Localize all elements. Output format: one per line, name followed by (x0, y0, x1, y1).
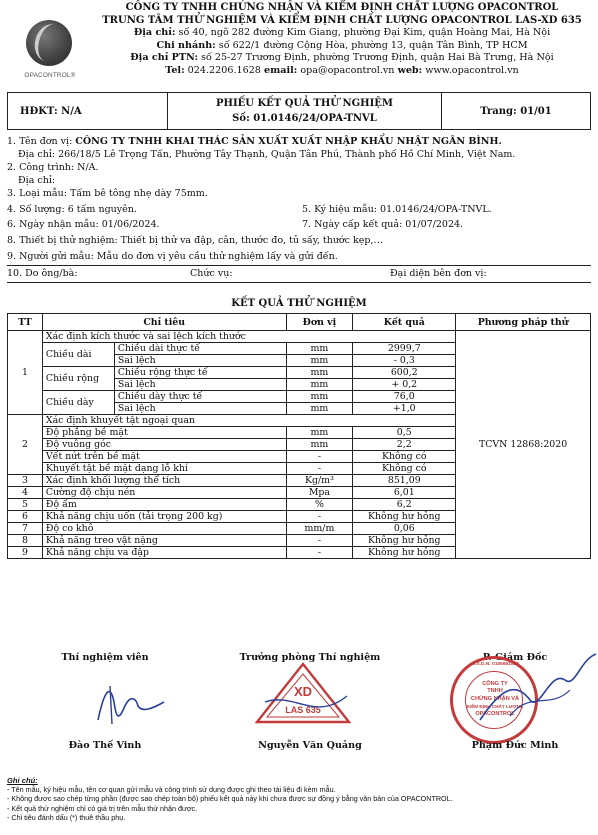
criterion-name: Xác định khối lượng thể tích (42, 475, 286, 487)
row-number: 9 (8, 547, 43, 559)
seal-text: TNHH (487, 688, 503, 694)
criterion-name: Sai lệch (114, 379, 286, 391)
unit: - (286, 535, 353, 547)
lab-line: Địa chỉ PTN: số 25-27 Trương Định, phường Trương Định, quận Hai Bà Trưng, Hà Nội (130, 52, 554, 64)
criterion-name: Khả năng chịu va đập (42, 547, 286, 559)
note-item: - Tên mẫu, ký hiệu mẫu, tên cơ quan gửi mẫu và công trình sử dụng được ghi theo tài liệu đi kèm mẫu. (7, 785, 336, 795)
table-row (8, 331, 591, 343)
subgroup-label: Chiều rộng (42, 367, 114, 391)
seal-code: M.S.D.N: 0106651883 (471, 662, 519, 667)
divider (7, 282, 591, 283)
divider (7, 265, 591, 266)
result-value: Không có (353, 463, 456, 475)
result-value: + 0,2 (353, 379, 456, 391)
customer-line: 1. Tên đơn vị: CÔNG TY TNHH KHAI THÁC SẢN XUẤT XUẤT NHẬP KHẨU NHẬT NGÂN BÌNH. (7, 136, 502, 147)
unit: mm (286, 367, 353, 379)
report-info-box (7, 92, 591, 130)
header-cell: Kết quả (353, 314, 456, 331)
contract-number: HĐKT: N/A (8, 93, 168, 129)
tester-name: Đào Thế Vinh (68, 740, 142, 751)
header-cell: Chỉ tiêu (42, 314, 286, 331)
note-item: - Chỉ tiêu đánh dấu (*) thuê thầu phụ. (7, 812, 126, 822)
stamp-bottom-text: LAS 635 (285, 705, 321, 715)
header-cell: TT (8, 314, 43, 331)
criterion-name: Chiều dày thực tế (114, 391, 286, 403)
result-value: 851,09 (353, 475, 456, 487)
sample-quantity: 4. Số lượng: 6 tấm nguyên. (7, 204, 137, 215)
position-label: Chức vụ: (190, 268, 233, 279)
result-value: Không hư hỏng (353, 535, 456, 547)
seal-text: OPACONTROL (475, 711, 515, 717)
result-value: +1,0 (353, 403, 456, 415)
unit: mm (286, 355, 353, 367)
row-number: 6 (8, 511, 43, 523)
logo-text: OPACONTROL® (24, 72, 76, 79)
seal-text: CHỨNG NHẬN VÀ (470, 696, 520, 702)
unit: mm (286, 391, 353, 403)
criterion-name: Độ vuông góc (42, 439, 286, 451)
unit: Kg/m³ (286, 475, 353, 487)
result-value: 600,2 (353, 367, 456, 379)
tester-signature-icon (80, 672, 170, 732)
note-item: - Không được sao chép từng phần (được sao chép toàn bộ) phiếu kết quả này khi chưa được sự đồng ý bằng văn bản của OPACONTROL. (7, 794, 453, 804)
row-number: 4 (8, 487, 43, 499)
test-equipment: 8. Thiết bị thử nghiệm: Thiết bị thử va đập, cân, thước đo, tủ sấy, thước kẹp,… (7, 235, 383, 246)
project-line: 2. Công trình: N/A. (7, 162, 99, 173)
header-cell: Đơn vị (286, 314, 353, 331)
note-item: - Kết quả thử nghiệm chỉ có giá trị trên mẫu thử nhận được. (7, 803, 198, 813)
unit: mm (286, 343, 353, 355)
criterion-name: Chiều rộng thực tế (114, 367, 286, 379)
criterion-name: Độ co khô (42, 523, 286, 535)
subgroup-label: Chiều dài (42, 343, 114, 367)
lab-head-title: Trưởng phòng Thí nghiệm (239, 652, 381, 663)
result-value: - 0,3 (353, 355, 456, 367)
criterion-name: Độ phẳng bề mặt (42, 427, 286, 439)
lab-head-name: Nguyễn Văn Quảng (258, 740, 362, 751)
result-value: Không hư hỏng (353, 547, 456, 559)
seal-text: CÔNG TY (482, 681, 508, 687)
seal-text: KIỂM ĐỊNH CHẤT LƯỢNG (466, 704, 524, 709)
customer-address: Địa chỉ: 266/18/5 Lê Trọng Tấn, Phường Tây Thạnh, Quận Tân Phú, Thành phố Hồ Chí Minh, Việt Nam. (18, 149, 516, 160)
criterion-name: Sai lệch (114, 355, 286, 367)
director-title: P. Giám Đốc (482, 652, 548, 663)
group-title: Xác định khuyết tật ngoại quan (42, 415, 455, 427)
criterion-name: Khả năng treo vật nặng (42, 535, 286, 547)
unit: mm (286, 427, 353, 439)
sample-sender: 9. Người gửi mẫu: Mẫu do đơn vị yêu cầu thử nghiệm lấy và gửi đến. (7, 251, 338, 262)
criterion-name: Khuyết tật bề mặt dạng lỗ khí (42, 463, 286, 475)
results-title: KẾT QUẢ THỬ NGHIỆM (231, 298, 367, 309)
result-value: Không hư hỏng (353, 511, 456, 523)
report-title-block (168, 93, 442, 129)
branch-line: Chi nhánh: số 622/1 đường Cộng Hòa, phường 13, quận Tân Bình, TP HCM (156, 39, 528, 51)
receive-date: 6. Ngày nhận mẫu: 01/06/2024. (7, 219, 160, 230)
result-value: 0,5 (353, 427, 456, 439)
criterion-name: Khả năng chịu uốn (tải trọng 200 kg) (42, 511, 286, 523)
unit: - (286, 463, 353, 475)
criterion-name: Sai lệch (114, 403, 286, 415)
letterhead (90, 2, 594, 78)
delivered-by: 10. Do ông/bà: (7, 268, 78, 279)
row-number: 7 (8, 523, 43, 535)
stamp-top-text: XD (293, 684, 313, 699)
address-line: Địa chỉ: số 40, ngõ 282 đường Kim Giang, phường Đại Kim, quận Hoàng Mai, Hà Nội (133, 27, 551, 39)
table-header-row (8, 314, 591, 331)
group-title: Xác định kích thước và sai lệch kích thước (42, 331, 455, 343)
criterion-name: Chiều dài thực tế (114, 343, 286, 355)
issue-date: 7. Ngày cấp kết quả: 01/07/2024. (302, 219, 464, 230)
notes-title: Ghi chú: (7, 776, 38, 785)
director-name: Phạm Đức Minh (471, 740, 559, 751)
row-number: 8 (8, 535, 43, 547)
unit: - (286, 511, 353, 523)
subgroup-label: Chiều dày (42, 391, 114, 415)
result-value: 6,01 (353, 487, 456, 499)
row-number: 1 (8, 331, 43, 415)
unit: mm (286, 379, 353, 391)
result-value: 2999,7 (353, 343, 456, 355)
unit: - (286, 451, 353, 463)
contact-line: Tel: 024.2206.1628 email: opa@opacontrol.vn web: www.opacontrol.vn (165, 64, 519, 76)
page-number: Trang: 01/01 (480, 105, 552, 117)
result-value: 76,0 (353, 391, 456, 403)
result-value: 2,2 (353, 439, 456, 451)
result-value: 6,2 (353, 499, 456, 511)
unit: mm (286, 439, 353, 451)
results-table (7, 313, 591, 559)
criterion-name: Độ ẩm (42, 499, 286, 511)
unit: Mpa (286, 487, 353, 499)
unit: mm/m (286, 523, 353, 535)
test-method: TCVN 12868:2020 (456, 331, 591, 559)
row-number: 3 (8, 475, 43, 487)
unit: % (286, 499, 353, 511)
center-name: TRUNG TÂM THỬ NGHIỆM VÀ KIỂM ĐỊNH CHẤT LƯỢNG OPACONTROL LAS-XD 635 (102, 14, 582, 26)
result-value: Không có (353, 451, 456, 463)
sample-type: 3. Loại mẫu: Tấm bê tông nhẹ dày 75mm. (7, 188, 208, 199)
company-name: CÔNG TY TNHH CHỨNG NHẬN VÀ KIỂM ĐỊNH CHẤT LƯỢNG OPACONTROL (125, 2, 559, 13)
unit: - (286, 547, 353, 559)
report-title: PHIẾU KẾT QUẢ THỬ NGHIỆM (216, 98, 393, 109)
row-number: 5 (8, 499, 43, 511)
director-signature-icon (470, 650, 598, 740)
lab-stamp-icon (255, 662, 351, 736)
unit: mm (286, 403, 353, 415)
tester-title: Thí nghiệm viên (61, 652, 149, 663)
company-logo (8, 8, 88, 88)
project-address: Địa chỉ: (18, 175, 56, 186)
report-number: Số: 01.0146/24/OPA-TNVL (232, 113, 377, 124)
representative-label: Đại diện bên đơn vị: (390, 268, 487, 279)
sample-code: 5. Ký hiệu mẫu: 01.0146/24/OPA-TNVL. (302, 204, 492, 215)
notes (7, 776, 591, 822)
criterion-name: Vết nứt trên bề mặt (42, 451, 286, 463)
result-value: 0,06 (353, 523, 456, 535)
row-number: 2 (8, 415, 43, 475)
criterion-name: Cường độ chịu nén (42, 487, 286, 499)
header-cell: Phương pháp thử (456, 314, 591, 331)
